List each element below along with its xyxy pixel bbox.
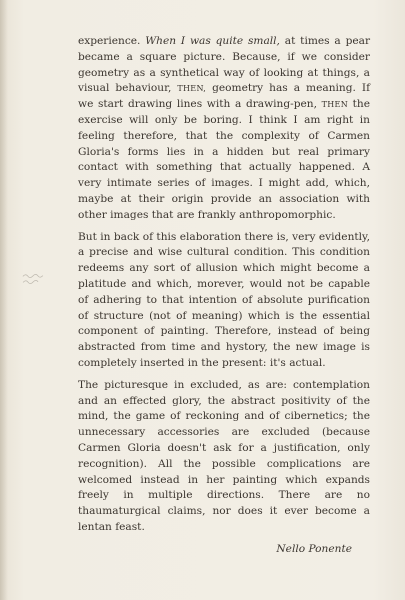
author-signature: Nello Ponente [276,542,352,555]
para1-text-2: at times a pear became a square picture. Because, if we consider geometry as a synthetical way of looking at things, a visual behaviour, [78,35,371,95]
para1-text-1: experience. [78,35,146,47]
paragraph-3: The picturesque in excluded, as are: contemplation and an effected glory, the abstract positivity of the mind, the game of reckoning and of cibernetics; the unnecessary accessories are excluded (because Carmen Gloria doesn't ask for a justification, only recognition). All the possible complications are welcomed instead in her painting which expands freely in multiple directions. There are no thaumaturgical claims, nor does it ever become a lentan feast. [78,378,370,533]
paragraph-1 [78,34,370,224]
binding-shadow [0,0,8,600]
para1-italic-quote: When I was quite small, [145,35,280,47]
paragraph-2: But in back of this elaboration there is, very evidently, a precise and wise cultural condition. This condition redeems any sort of allusion which might become a platitude and which, morever, would not be capable of adhering to that intention of absolute purification of structure (not of meaning) which is the essential component of painting. Therefore, instead of being abstracted from time and hystory, the new image is completely inserted in the present: it's actual. [78,230,370,369]
para1-smallcaps-then-2: THEN [321,100,348,110]
para1-smallcaps-then-1: THEN, [177,84,207,94]
pencil-scribble-icon [22,272,44,287]
pencil-annotation [22,272,45,289]
essay-text [78,34,370,558]
para1-text-4: the exercise will only be boring. I think I am right in feeling therefore, that the complexity of Carmen Gloria's forms lies in a hidden but real primary contact with something that actually happened. A very intimate series of images. I might add, which, maybe at their origin provide an association with other images that are frankly anthropomorphic. [78,98,370,221]
para1-text-3: geometry has a meaning. If we start drawing lines with a drawing-pen, [78,82,370,111]
